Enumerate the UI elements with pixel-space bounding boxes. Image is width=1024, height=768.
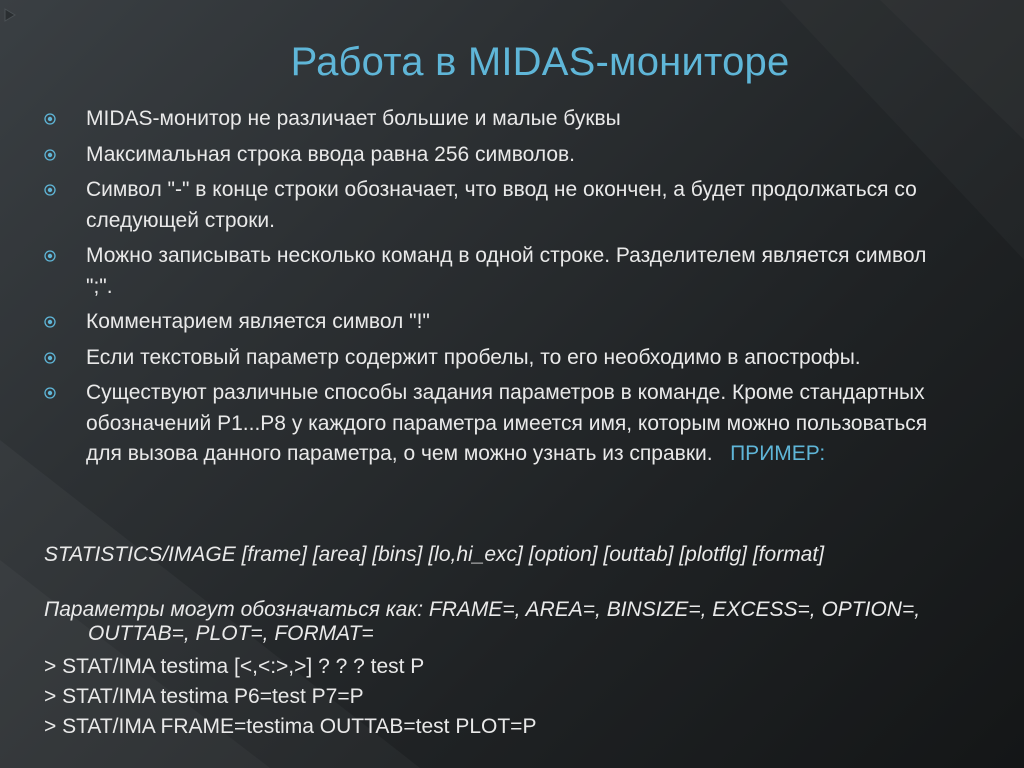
bullet-text: Существуют различные способы задания параметров в команде. Кроме стандартных обозначений P1...P8 у каждого параметра имеется имя, которым можно пользоваться для вызова данного параметра, о чем можно узнать из справки. — [86, 381, 928, 465]
bullet-text: Максимальная строка ввода равна 256 символов. — [86, 142, 576, 166]
command-line: > STAT/IMA testima [<,<:>,>] ? ? ? test P — [44, 655, 425, 678]
ring-dot-bullet-icon — [44, 149, 56, 161]
params-line: Параметры могут обозначаться как: FRAME=, AREA=, BINSIZE=, EXCESS=, OPTION=, OUTTAB=, PLOT=, FORMAT= — [44, 598, 921, 645]
bullet-text: Комментарием является символ "!" — [86, 310, 430, 333]
ring-dot-bullet-icon — [44, 113, 56, 125]
list-item — [44, 140, 944, 171]
bullet-text: Символ "-" в конце строки обозначает, что ввод не окончен, а будет продолжаться со следующей строки. — [86, 178, 917, 232]
list-item — [44, 307, 944, 338]
list-item — [44, 378, 944, 470]
ring-dot-bullet-icon — [44, 387, 56, 399]
list-item — [44, 343, 944, 374]
slide-marker-icon — [4, 8, 16, 22]
bullet-text: Можно записывать несколько команд в одной строке. Разделителем является символ ";". — [86, 244, 927, 298]
command-line: > STAT/IMA testima P6=test P7=P — [44, 685, 364, 708]
bullet-list — [44, 104, 944, 475]
ring-dot-bullet-icon — [44, 184, 56, 196]
slide-title: Работа в MIDAS-мониторе — [290, 40, 790, 84]
ring-dot-bullet-icon — [44, 352, 56, 364]
ring-dot-bullet-icon — [44, 250, 56, 262]
example-label: ПРИМЕР: — [718, 442, 826, 465]
bullet-text: Если текстовый параметр содержит пробелы, то его необходимо в апострофы. — [86, 345, 861, 369]
ring-dot-bullet-icon — [44, 316, 56, 328]
list-item — [44, 175, 944, 236]
bullet-text: MIDAS-монитор не различает большие и малые буквы — [86, 107, 621, 130]
syntax-line: STATISTICS/IMAGE [frame] [area] [bins] [lo,hi_exc] [option] [outtab] [plotflg] [format] — [44, 543, 825, 566]
command-line: > STAT/IMA FRAME=testima OUTTAB=test PLOT=P — [44, 715, 537, 738]
list-item — [44, 241, 944, 302]
list-item — [44, 104, 944, 135]
